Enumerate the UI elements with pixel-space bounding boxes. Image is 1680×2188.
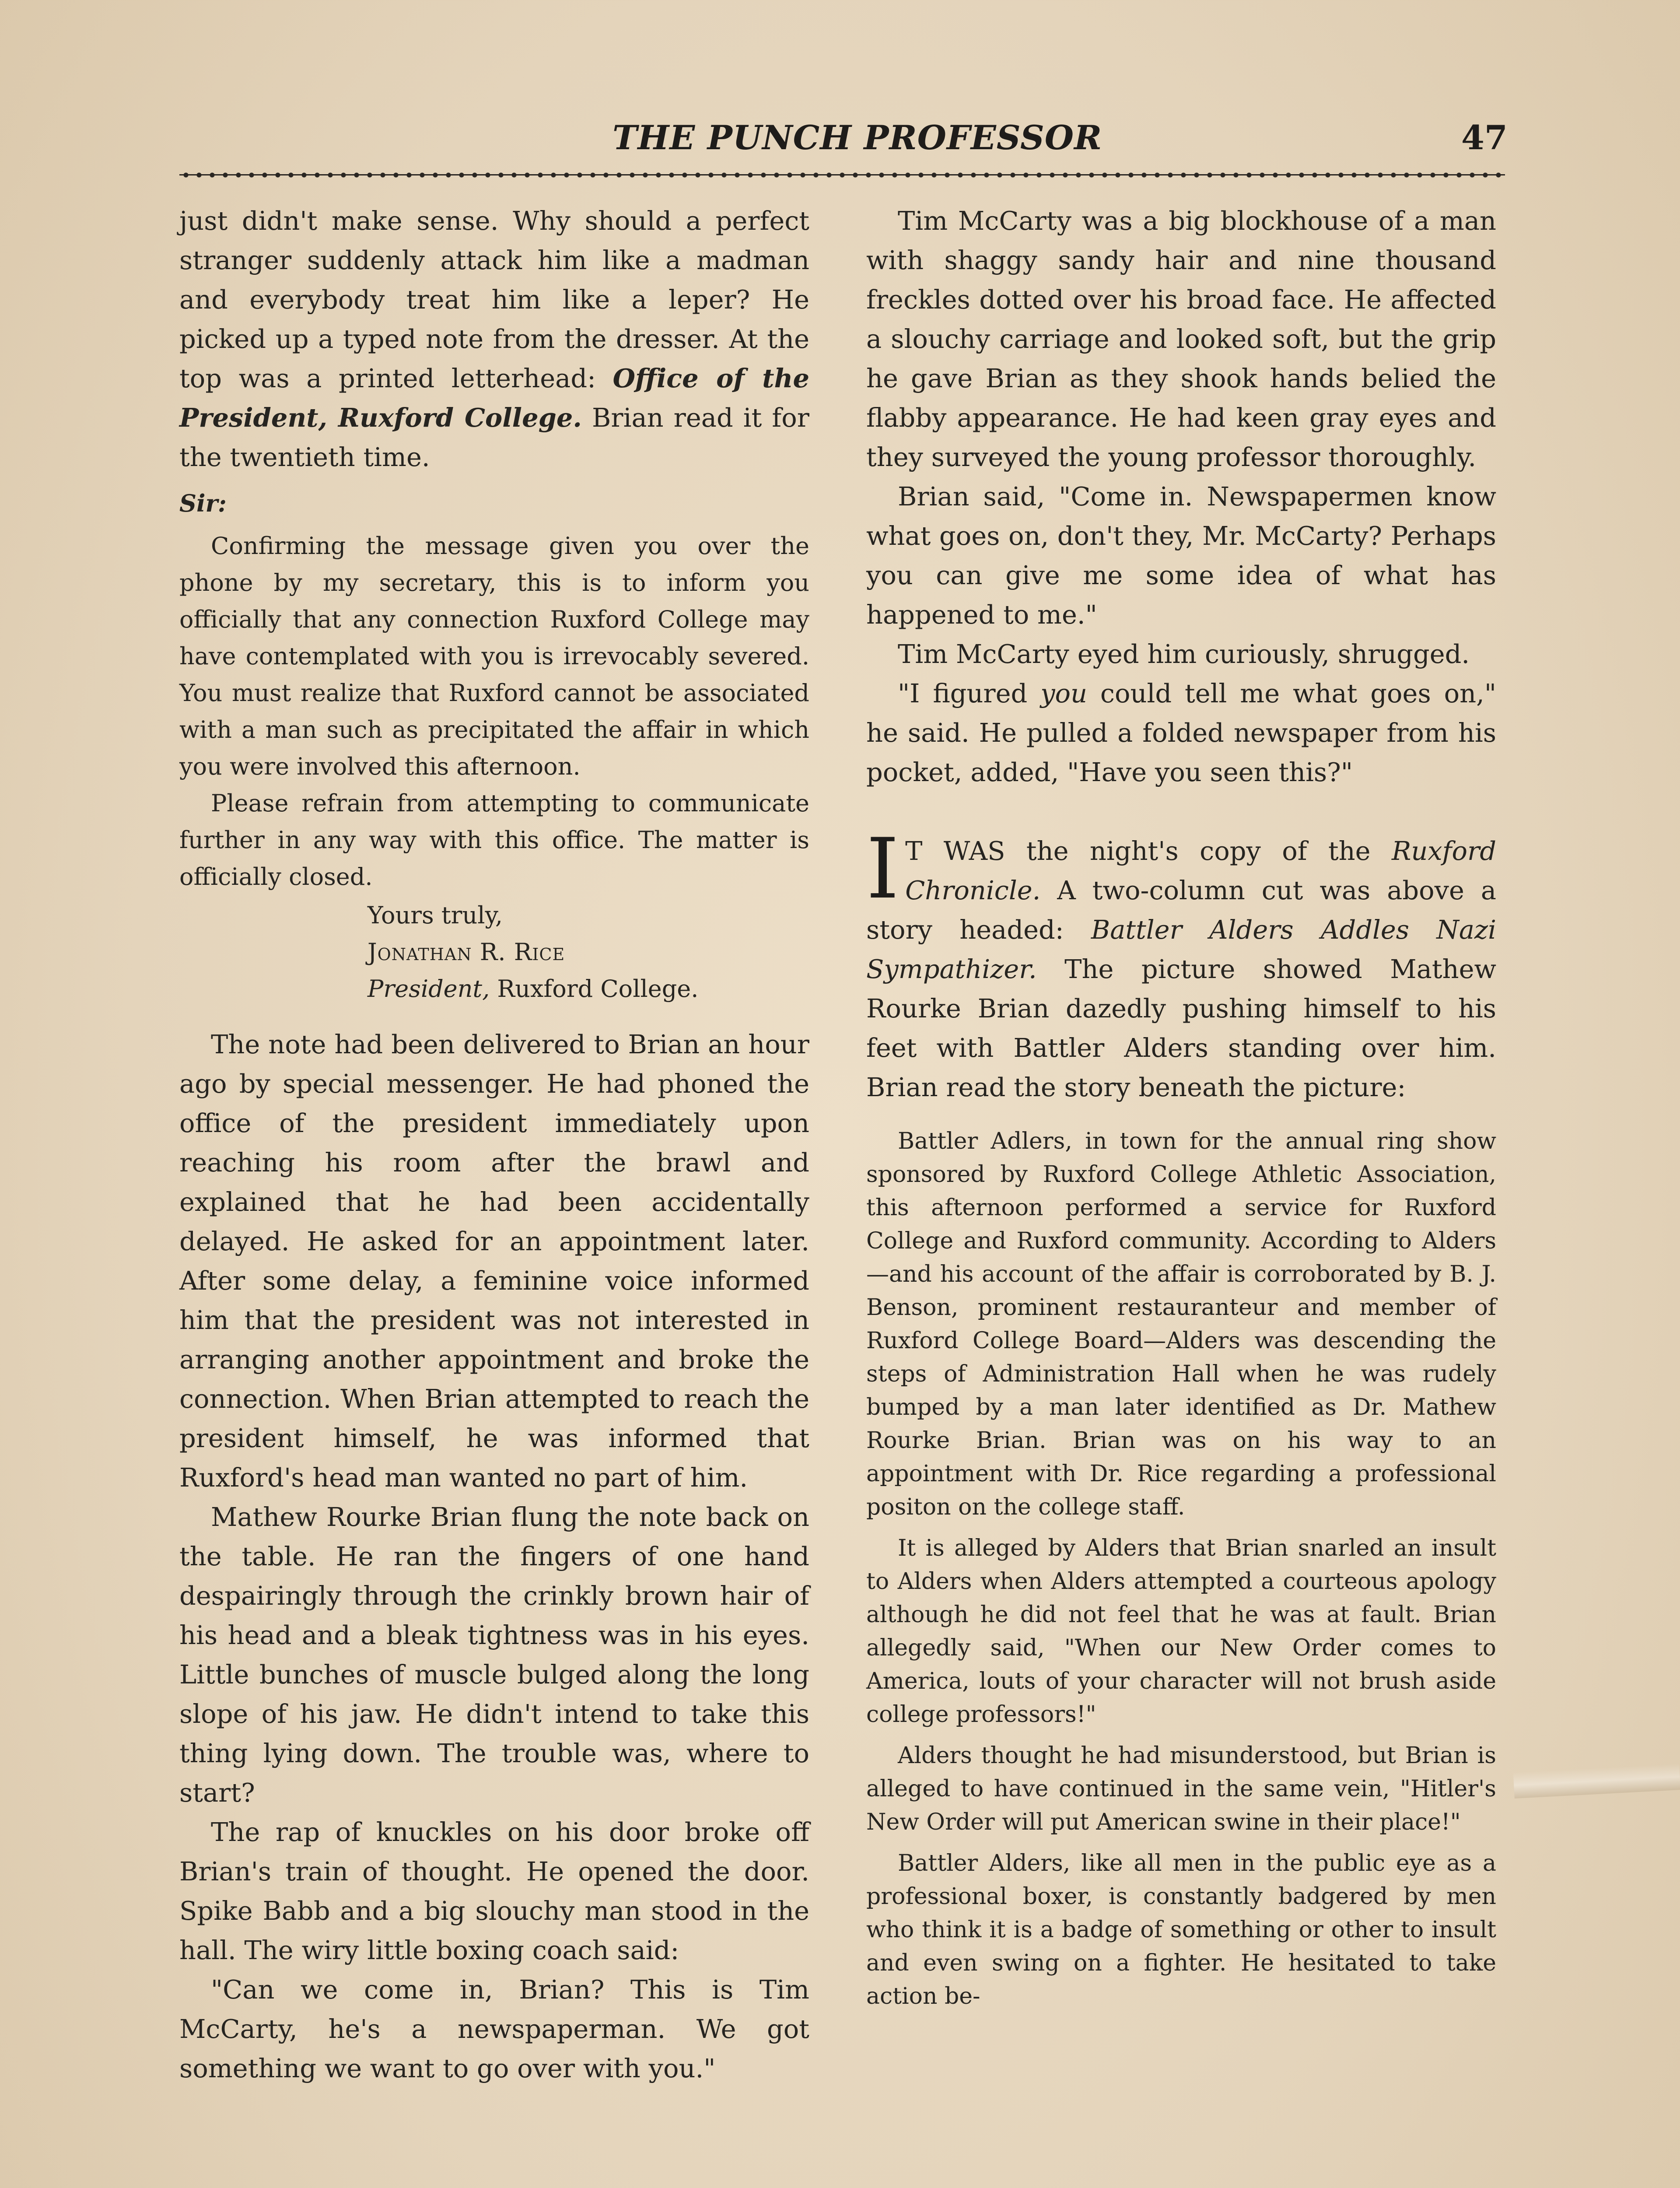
text-run: "I figured (898, 678, 1041, 708)
signature-title-rest: Ruxford College. (490, 975, 699, 1003)
paper-crease (1513, 1764, 1680, 1799)
letterhead-italic: Office of the President, Ruxford College. (179, 363, 809, 433)
page-number: 47 (1461, 118, 1508, 157)
headline-italic: Battler Alders Addles Nazi Sympathizer. (866, 915, 1496, 984)
newspaper-name: Ruxford Chronicle. (905, 836, 1496, 905)
section-paragraph (866, 820, 1496, 1107)
text-run: Brian read it for the twentieth time. (179, 403, 809, 472)
newspaper-excerpt (866, 1125, 1496, 2013)
paragraph: Tim McCarty was a big blockhouse of a man with shaggy sandy hair and nine thousand freckles dotted over his broad face. He affected a slouchy carriage and looked soft, but the grip he gave Brian as they shook hands belied the flabby appearance. He had keen gray eyes and they surveyed the young professor thoroughly. (866, 206, 1496, 472)
excerpt-paragraph: Battler Alders, like all men in the public eye as a professional boxer, is constantly badgered by men who think it is a badge of something or other to insult and even swing on a fighter. He hesitated to take action be- (866, 1850, 1496, 2009)
letter-block (179, 485, 809, 1007)
text-run: could tell me what goes on," he said. He pulled a folded newspaper from his pocket, added, "Have you seen this?" (866, 678, 1496, 787)
running-head-title: THE PUNCH PROFESSOR (612, 118, 1102, 157)
text-run: The picture showed Mathew Rourke Brian dazedly pushing himself to his feet with Battler Alders standing over him. Brian read the story beneath the picture: (866, 954, 1496, 1102)
excerpt-paragraph: Alders thought he had misunderstood, but Brian is alleged to have continued in the same vein, "Hitler's New Order will put American swine in their place!" (866, 1743, 1496, 1835)
paragraph: Brian said, "Come in. Newspapermen know what goes on, don't they, Mr. McCarty? Perhaps you can give me some idea of what has happened to me." (866, 481, 1496, 630)
signature-closing: Yours truly, (368, 901, 503, 929)
text-run: T WAS the night's copy of the (905, 836, 1392, 866)
signature-title (368, 971, 809, 1007)
drop-cap: I (866, 820, 900, 917)
text-run: just didn't make sense. Why should a perfect stranger suddenly attack him like a madman and everybody treat him like a leper? He picked up a typed note from the dresser. At the top was a printed letterhead: (179, 206, 809, 393)
signature-title-italic: President, (368, 975, 490, 1003)
letter-paragraph: Confirming the message given you over the phone by my secretary, this is to inform you officially that any connection Ruxford College may have contemplated with you is irrevocably severed. You must realize that Ruxford cannot be associated with a man such as precipitated the affair in which you were involved this afternoon. (179, 532, 809, 780)
paragraph (866, 674, 1496, 792)
paragraph: "Can we come in, Brian? This is Tim McCarty, he's a newspaperman. We got something we want to go over with you." (179, 1974, 809, 2083)
left-column (179, 201, 809, 2088)
paragraph (179, 201, 809, 477)
signature-name: Jonathan R. Rice (368, 938, 565, 966)
letter-signature (368, 897, 809, 1007)
paragraph: Tim McCarty eyed him curiously, shrugged. (898, 639, 1470, 669)
excerpt-paragraph: Battler Adlers, in town for the annual ring show sponsored by Ruxford College Athletic Association, this afternoon performed a service for Ruxford College and Ruxford community. According to Alders—and his account of the affair is corroborated by B. J. Benson, prominent restauranteur and member of Ruxford College Board—Alders was descending the steps of Administration Hall when he was rudely bumped by a man later identified as Dr. Mathew Rourke Brian. Brian was on his way to an appointment with Dr. Rice regarding a professional positon on the college staff. (866, 1128, 1496, 1520)
right-column (866, 201, 1496, 2021)
paragraph: Mathew Rourke Brian flung the note back on the table. He ran the fingers of one hand despairingly through the crinkly brown hair of his head and a bleak tightness was in his eyes. Little bunches of muscle bulged along the long slope of his jaw. He didn't intend to take this thing lying down. The trouble was, where to start? (179, 1502, 809, 1808)
header-rule (179, 172, 1505, 179)
text-run: A two-column cut was above a story headed: (866, 875, 1496, 945)
letter-paragraph: Please refrain from attempting to communicate further in any way with this office. The matter is officially closed. (179, 789, 809, 891)
excerpt-paragraph: It is alleged by Alders that Brian snarled an insult to Alders when Alders attempted a courteous apology although he did not feel that he was at fault. Brian allegedly said, "When our New Order comes to America, louts of your character will not brush aside college professors!" (866, 1535, 1496, 1728)
paragraph: The rap of knuckles on his door broke off Brian's train of thought. He opened the door. Spike Babb and a big slouchy man stood in the hall. The wiry little boxing coach said: (179, 1817, 809, 1965)
emphasis: you (1040, 678, 1088, 708)
paragraph: The note had been delivered to Brian an hour ago by special messenger. He had phoned the office of the president immediately upon reaching his room after the brawl and explained that he had been accidentally delayed. He asked for an appointment later. After some delay, a feminine voice informed him that the president was not interested in arranging another appointment and broke the connection. When Brian attempted to reach the president himself, he was informed that Ruxford's head man wanted no part of him. (179, 1029, 809, 1493)
letter-salutation: Sir: (179, 489, 227, 517)
